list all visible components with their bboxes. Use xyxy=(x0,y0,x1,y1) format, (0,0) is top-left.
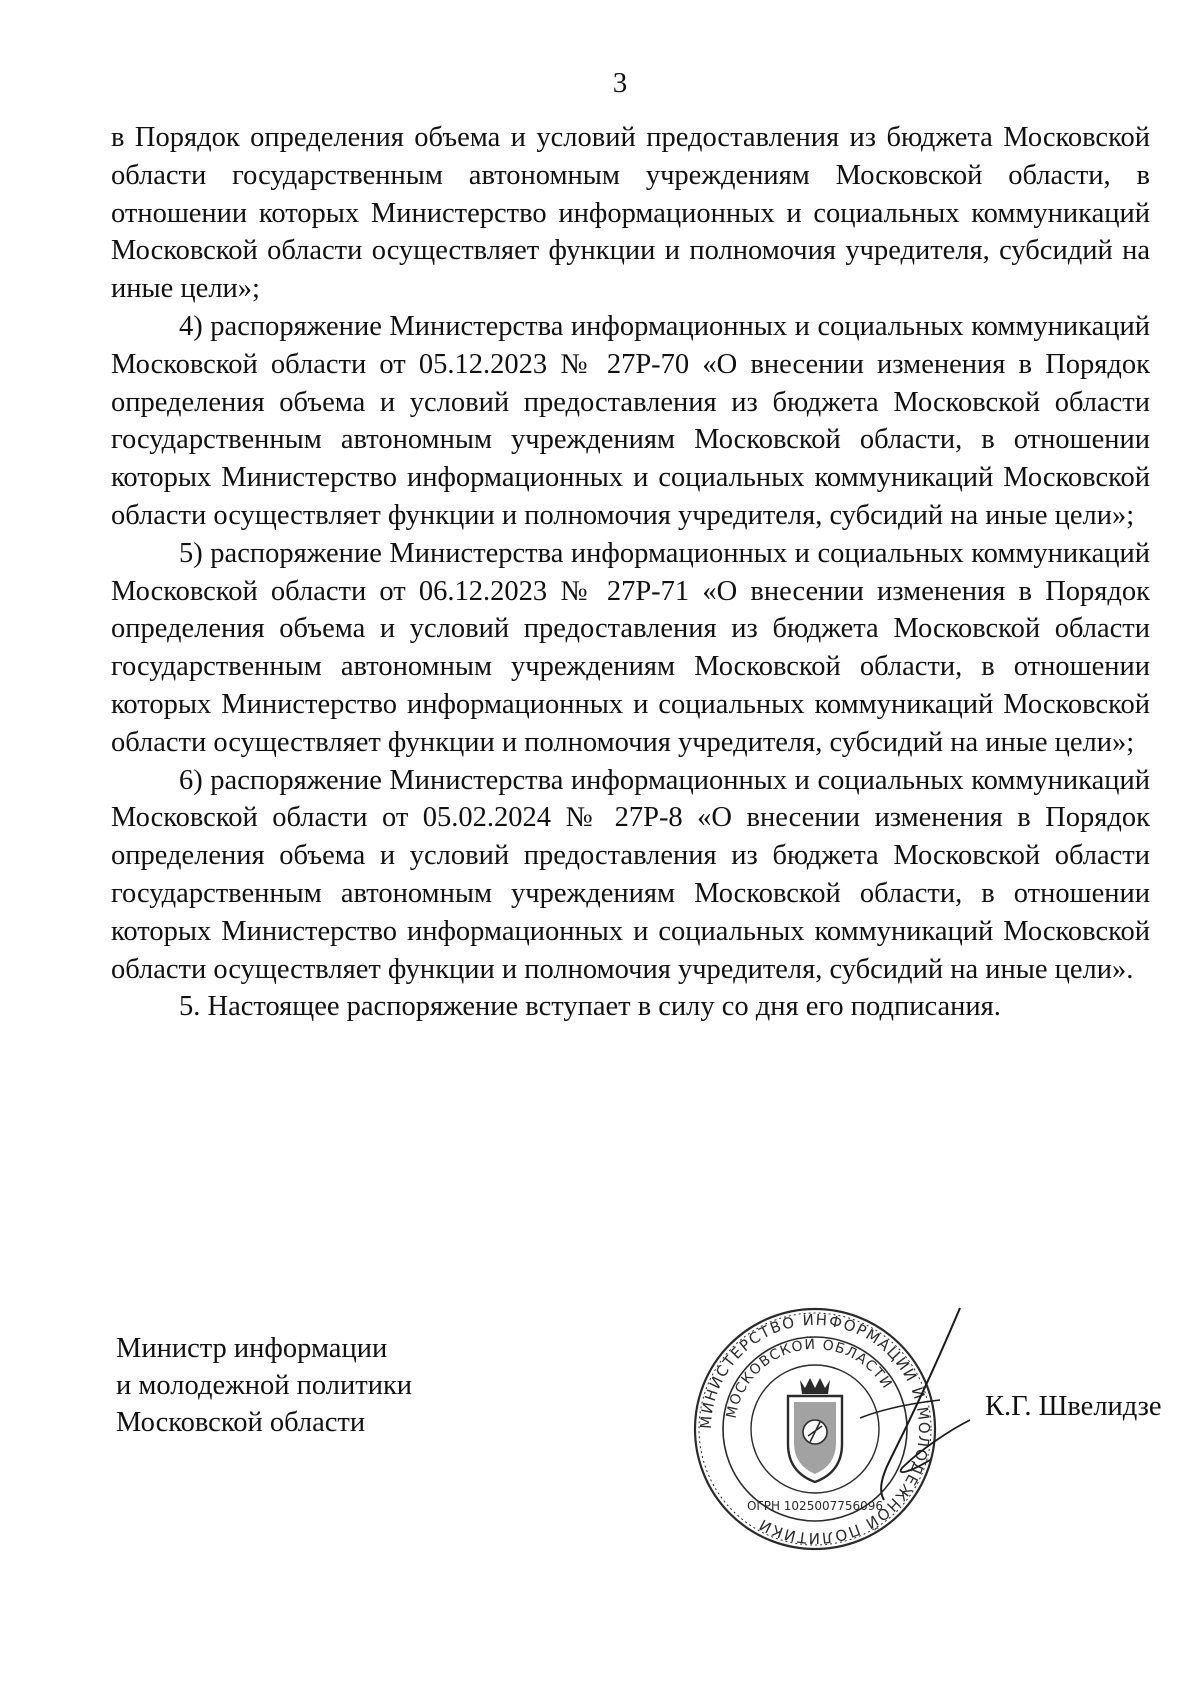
paragraph-item-4: 4) распоряжение Министерства информационных и социальных коммуникаций Московской области от 05.12.2023 № 27Р-70 «О внесении изменения в Порядок определения объема и условий предоставления из бюджета Московской области государственным автономным учреждениям Московской области, в отношении которых Министерство информационных и социальных коммуникаций Московской области осуществляет функции и полномочия учредителя, субсидий на иные цели»; xyxy=(111,310,1150,531)
seal-outer-text: МИНИСТЕРСТВО ИНФОРМАЦИИ И МОЛОДЕЖНОЙ ПОЛИТИКИ xyxy=(696,1310,934,1548)
paragraph-clause-5: 5. Настоящее распоряжение вступает в силу со дня его подписания. xyxy=(179,991,1001,1023)
paragraph-item-6: 6) распоряжение Министерства информационных и социальных коммуникаций Московской области от 05.02.2024 № 27Р-8 «О внесении изменения в Порядок определения объема и условий предоставления из бюджета Московской области государственным автономным учреждениям Московской области, в отношении которых Министерство информационных и социальных коммуникаций Московской области осуществляет функции и полномочия учредителя, субсидий на иные цели». xyxy=(111,764,1150,985)
document-body xyxy=(111,119,1150,1026)
position-line: Московской области xyxy=(116,1407,366,1438)
position-line: Министр информации xyxy=(116,1333,388,1364)
signatory-position xyxy=(116,1330,412,1441)
signer-name: К.Г. Швелидзе xyxy=(985,1391,1162,1422)
handwritten-signature xyxy=(820,1300,1000,1520)
seal-ogrn: ОГРН 1025007756096 xyxy=(746,1499,884,1513)
page-number: 3 xyxy=(612,67,628,99)
paragraph-item-5: 5) распоряжение Министерства информационных и социальных коммуникаций Московской области от 06.12.2023 № 27Р-71 «О внесении изменения в Порядок определения объема и условий предоставления из бюджета Московской области государственным автономным учреждениям Московской области, в отношении которых Министерство информационных и социальных коммуникаций Московской области осуществляет функции и полномочия учредителя, субсидий на иные цели»; xyxy=(111,537,1150,758)
paragraph-continuation: в Порядок определения объема и условий предоставления из бюджета Московской области государственным автономным учреждениям Московской области, в отношении которых Министерство информационных и социальных коммуникаций Московской области осуществляет функции и полномочия учредителя, субсидий на иные цели»; xyxy=(111,122,1150,305)
position-line: и молодежной политики xyxy=(116,1370,413,1401)
seal-inner-text: МОСКОВСКОЙ ОБЛАСТИ xyxy=(723,1336,896,1420)
